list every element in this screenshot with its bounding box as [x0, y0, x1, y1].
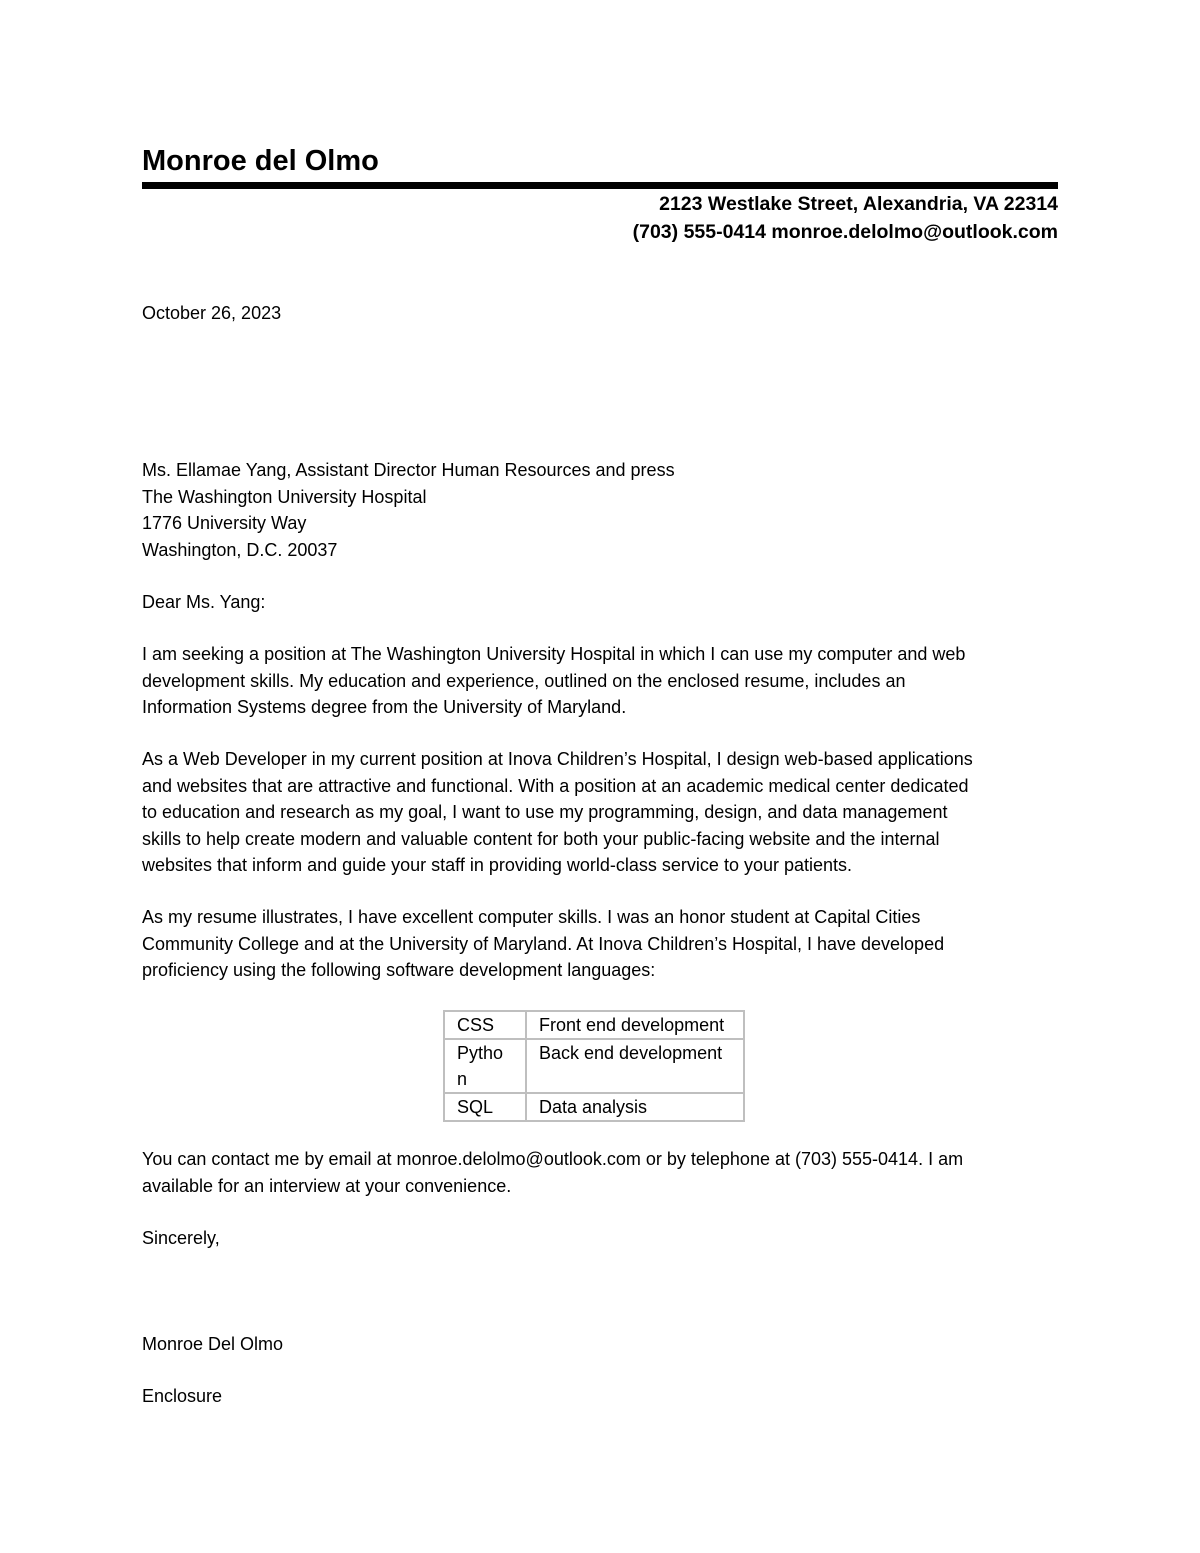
usage-cell: Back end development: [526, 1039, 744, 1093]
salutation: Dear Ms. Yang:: [142, 592, 266, 612]
enclosure-note: Enclosure: [142, 1386, 223, 1406]
signature-name: Monroe Del Olmo: [142, 1334, 284, 1354]
paragraph-line: development skills. My education and experience, outlined on the enclosed resume, includes an: [142, 670, 906, 691]
closing: Sincerely,: [142, 1228, 220, 1248]
paragraph-line: and websites that are attractive and functional. With a position at an academic medical center dedicated: [142, 775, 969, 796]
table-row: [444, 1093, 744, 1121]
skills-table: [443, 1010, 745, 1122]
language-cell: Pytho n: [444, 1039, 526, 1093]
sender-address: 2123 Westlake Street, Alexandria, VA 22314: [659, 193, 1058, 215]
usage-cell: Data analysis: [526, 1093, 744, 1121]
paragraph-skills: [142, 904, 1062, 984]
letter-date: October 26, 2023: [142, 303, 282, 323]
sender-name: Monroe del Olmo: [142, 145, 379, 177]
sender-phone-email: (703) 555-0414 monroe.delolmo@outlook.com: [632, 221, 1058, 243]
table-row: [444, 1011, 744, 1039]
paragraph-line: Community College and at the University of Maryland. At Inova Children’s Hospital, I have developed: [142, 933, 945, 954]
paragraph-line: skills to help create modern and valuable content for both your public-facing website and the internal: [142, 828, 940, 849]
usage-cell: Front end development: [526, 1011, 744, 1039]
language-cell: CSS: [444, 1011, 526, 1039]
paragraph-intro: [142, 641, 1062, 721]
paragraph-line: As my resume illustrates, I have excellent computer skills. I was an honor student at Capital Cities: [142, 907, 921, 927]
paragraph-line: I am seeking a position at The Washington University Hospital in which I can use my computer and web: [142, 644, 966, 664]
header-divider: [142, 182, 1058, 189]
paragraph-line: As a Web Developer in my current position at Inova Children’s Hospital, I design web-based applications: [142, 749, 973, 769]
recipient-city: Washington, D.C. 20037: [142, 539, 338, 560]
table-row: [444, 1039, 744, 1093]
paragraph-contact: [142, 1146, 1062, 1199]
recipient-organization: The Washington University Hospital: [142, 486, 427, 507]
paragraph-line: Information Systems degree from the University of Maryland.: [142, 697, 627, 717]
sender-contact-block: [633, 190, 1058, 246]
paragraph-line: websites that inform and guide your staff in providing world-class service to your patients.: [142, 855, 853, 875]
recipient-block: [142, 457, 1062, 563]
paragraph-line: You can contact me by email at monroe.delolmo@outlook.com or by telephone at (703) 555-0414. I am: [142, 1149, 964, 1169]
paragraph-line: proficiency using the following software development languages:: [142, 960, 656, 980]
recipient-name-title: Ms. Ellamae Yang, Assistant Director Human Resources and press: [142, 460, 675, 480]
language-cell: SQL: [444, 1093, 526, 1121]
paragraph-line: to education and research as my goal, I want to use my programming, design, and data management: [142, 802, 948, 822]
paragraph-line: available for an interview at your convenience.: [142, 1175, 512, 1196]
paragraph-experience: [142, 746, 1062, 879]
recipient-street: 1776 University Way: [142, 513, 307, 533]
